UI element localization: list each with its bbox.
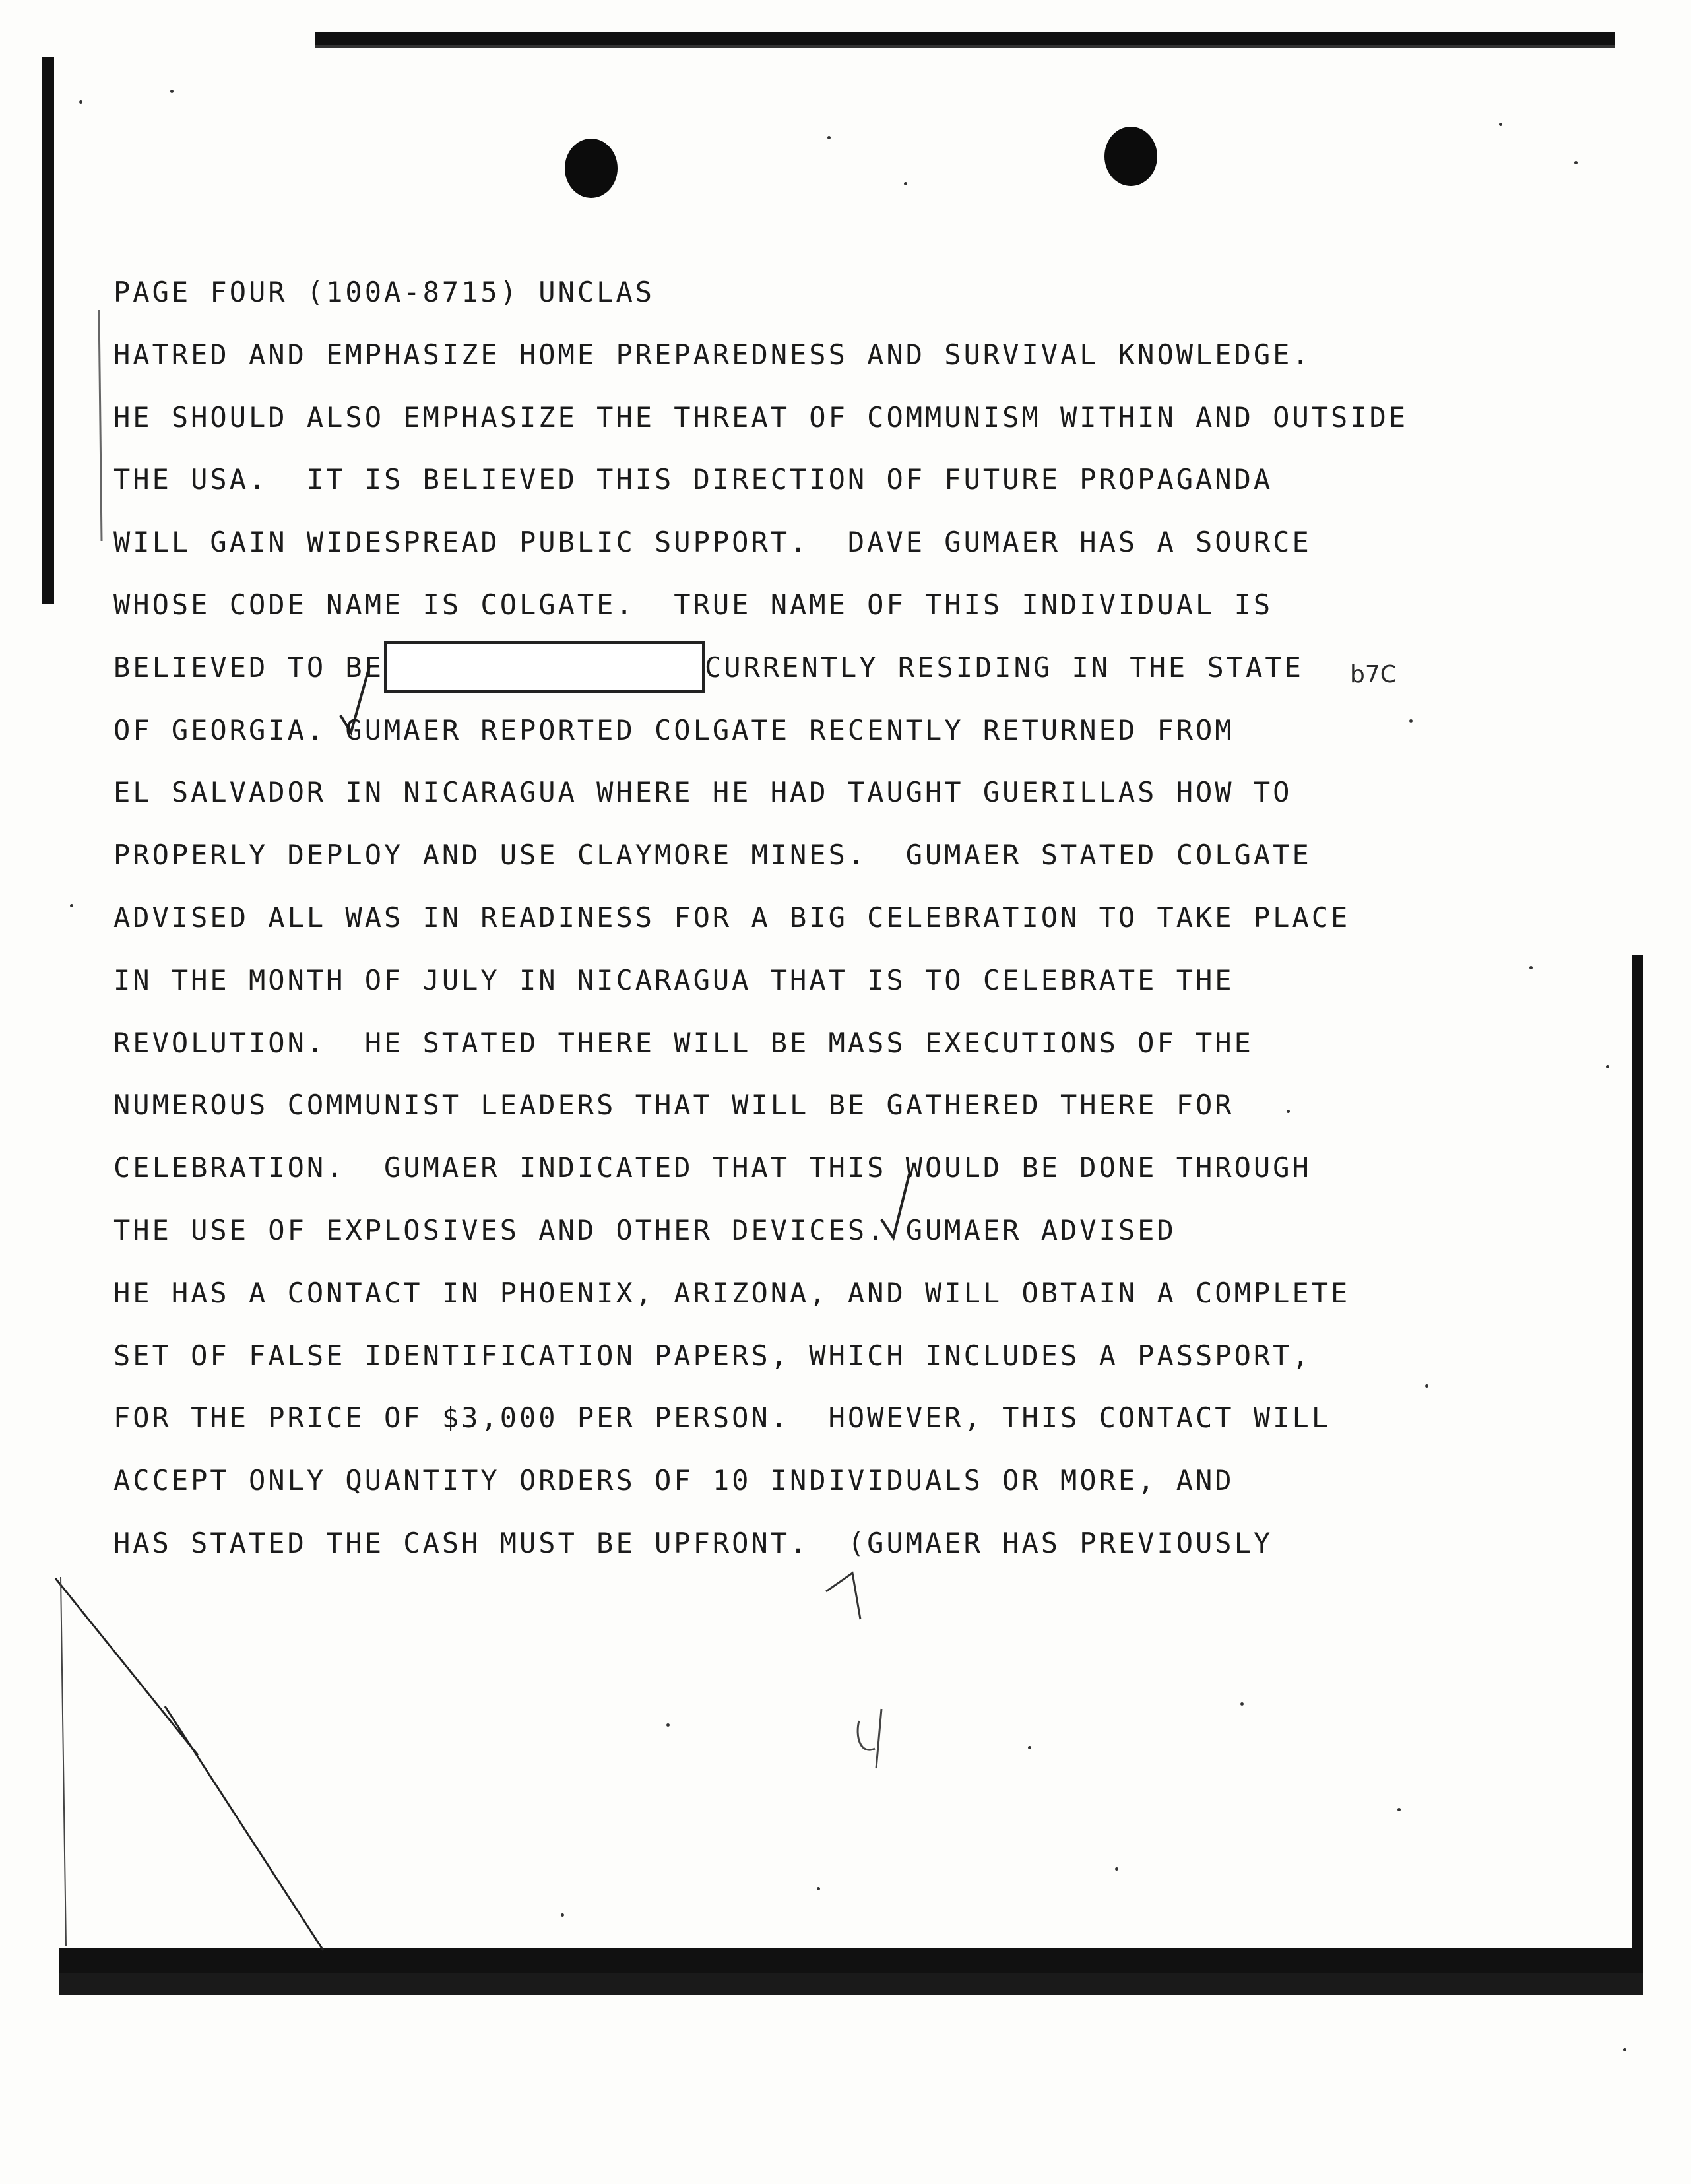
handwritten-mark	[858, 1709, 881, 1768]
document-header: PAGE FOUR (100A-8715) UNCLAS	[113, 276, 655, 308]
text-line: EL SALVADOR IN NICARAGUA WHERE HE HAD TAUGHT GUERILLAS HOW TO	[113, 776, 1292, 809]
foia-exemption-code: b7C	[1350, 661, 1397, 688]
text-line: ADVISED ALL WAS IN READINESS FOR A BIG CELEBRATION TO TAKE PLACE	[113, 901, 1351, 934]
text-line: WHOSE CODE NAME IS COLGATE. TRUE NAME OF THIS INDIVIDUAL IS	[113, 588, 1273, 621]
text-line: FOR THE PRICE OF $3,000 PER PERSON. HOWEVER, THIS CONTACT WILL	[113, 1401, 1331, 1434]
redaction-trail-text: CURRENTLY RESIDING IN THE STATE	[705, 651, 1304, 684]
text-line: WILL GAIN WIDESPREAD PUBLIC SUPPORT. DAVE GUMAER HAS A SOURCE	[113, 526, 1312, 559]
text-line: SET OF FALSE IDENTIFICATION PAPERS, WHICH INCLUDES A PASSPORT,	[113, 1339, 1312, 1372]
text-line: HE SHOULD ALSO EMPHASIZE THE THREAT OF COMMUNISM WITHIN AND OUTSIDE	[113, 401, 1409, 434]
redaction-lead-text: BELIEVED TO BE	[113, 651, 385, 684]
text-line: HE HAS A CONTACT IN PHOENIX, ARIZONA, AND WILL OBTAIN A COMPLETE	[113, 1276, 1351, 1309]
scan-left-margin-line	[61, 1577, 66, 1946]
text-line: ACCEPT ONLY QUANTITY ORDERS OF 10 INDIVIDUALS OR MORE, AND	[113, 1464, 1234, 1497]
text-line: REVOLUTION. HE STATED THERE WILL BE MASS EXECUTIONS OF THE	[113, 1026, 1254, 1059]
redaction-box	[384, 641, 705, 693]
text-line: NUMEROUS COMMUNIST LEADERS THAT WILL BE GATHERED THERE FOR	[113, 1089, 1234, 1122]
text-line: HAS STATED THE CASH MUST BE UPFRONT. (GUMAER HAS PREVIOUSLY	[113, 1526, 1273, 1559]
text-line: OF GEORGIA. GUMAER REPORTED COLGATE RECENTLY RETURNED FROM	[113, 713, 1234, 746]
diagonal-scan-line	[165, 1706, 323, 1950]
handwritten-mark-7	[826, 1573, 860, 1619]
document-body	[113, 261, 1433, 1575]
diagonal-scan-line	[55, 1578, 198, 1755]
text-line: THE USE OF EXPLOSIVES AND OTHER DEVICES. GUMAER ADVISED	[113, 1213, 1176, 1246]
text-line: THE USA. IT IS BELIEVED THIS DIRECTION OF FUTURE PROPAGANDA	[113, 463, 1273, 496]
text-line-redacted	[113, 637, 1433, 699]
text-line: PROPERLY DEPLOY AND USE CLAYMORE MINES. GUMAER STATED COLGATE	[113, 839, 1312, 872]
text-line: CELEBRATION. GUMAER INDICATED THAT THIS WOULD BE DONE THROUGH	[113, 1151, 1312, 1184]
margin-line	[99, 310, 102, 541]
text-line: IN THE MONTH OF JULY IN NICARAGUA THAT IS TO CELEBRATE THE	[113, 963, 1234, 996]
text-line: HATRED AND EMPHASIZE HOME PREPAREDNESS AND SURVIVAL KNOWLEDGE.	[113, 338, 1312, 371]
